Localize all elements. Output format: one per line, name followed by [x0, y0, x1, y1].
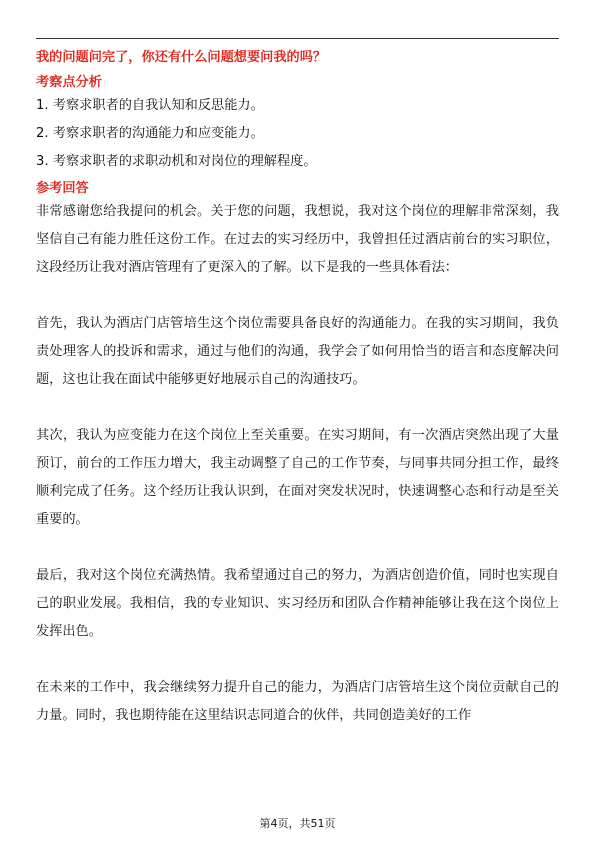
- analysis-item: 3. 考察求职者的求职动机和对岗位的理解程度。: [36, 154, 317, 169]
- answer-paragraph: 其次，我认为应变能力在这个岗位上至关重要。在实习期间，有一次酒店突然出现了大量预订，前台的工作压力增大，我主动调整了自己的工作节奏，与同事共同分担工作，最终顺利完成了任务。这个经历让我认识到，在面对突发状况时，快速调整心态和行动是至关重要的。: [36, 428, 559, 527]
- answer-paragraph: 在未来的工作中，我会继续努力提升自己的能力，为酒店门店管培生这个岗位贡献自己的力量。同时，我也期待能在这里结识志同道合的伙伴，共同创造美好的工作: [36, 680, 559, 723]
- analysis-item: 2. 考察求职者的沟通能力和应变能力。: [36, 126, 264, 141]
- analysis-heading: 考察点分析: [36, 75, 102, 90]
- paragraph-gap: [36, 282, 559, 310]
- answer-body: [36, 198, 559, 730]
- analysis-list: [36, 92, 559, 176]
- document-body: [36, 47, 559, 730]
- page-number: 第4页，共51页: [259, 817, 336, 830]
- header-rule: [36, 38, 559, 39]
- answer-paragraph: 最后，我对这个岗位充满热情。我希望通过自己的努力，为酒店创造价值，同时也实现自己的职业发展。我相信，我的专业知识、实习经历和团队合作精神能够让我在这个岗位上发挥出色。: [36, 568, 559, 639]
- analysis-item: 1. 考察求职者的自我认知和反思能力。: [36, 98, 264, 113]
- answer-paragraph: 非常感谢您给我提问的机会。关于您的问题，我想说，我对这个岗位的理解非常深刻，我坚信自己有能力胜任这份工作。在过去的实习经历中，我曾担任过酒店前台的实习职位，这段经历让我对酒店管理有了更深入的了解。以下是我的一些具体看法：: [36, 204, 559, 275]
- paragraph-gap: [36, 394, 559, 422]
- paragraph-gap: [36, 646, 559, 674]
- interview-question: 我的问题问完了，你还有什么问题想要问我的吗？: [36, 50, 327, 65]
- answer-paragraph: 首先，我认为酒店门店管培生这个岗位需要具备良好的沟通能力。在我的实习期间，我负责处理客人的投诉和需求，通过与他们的沟通，我学会了如何用恰当的语言和态度解决问题，这也让我在面试中能够更好地展示自己的沟通技巧。: [36, 316, 559, 387]
- paragraph-gap: [36, 534, 559, 562]
- answer-heading: 参考回答: [36, 181, 89, 196]
